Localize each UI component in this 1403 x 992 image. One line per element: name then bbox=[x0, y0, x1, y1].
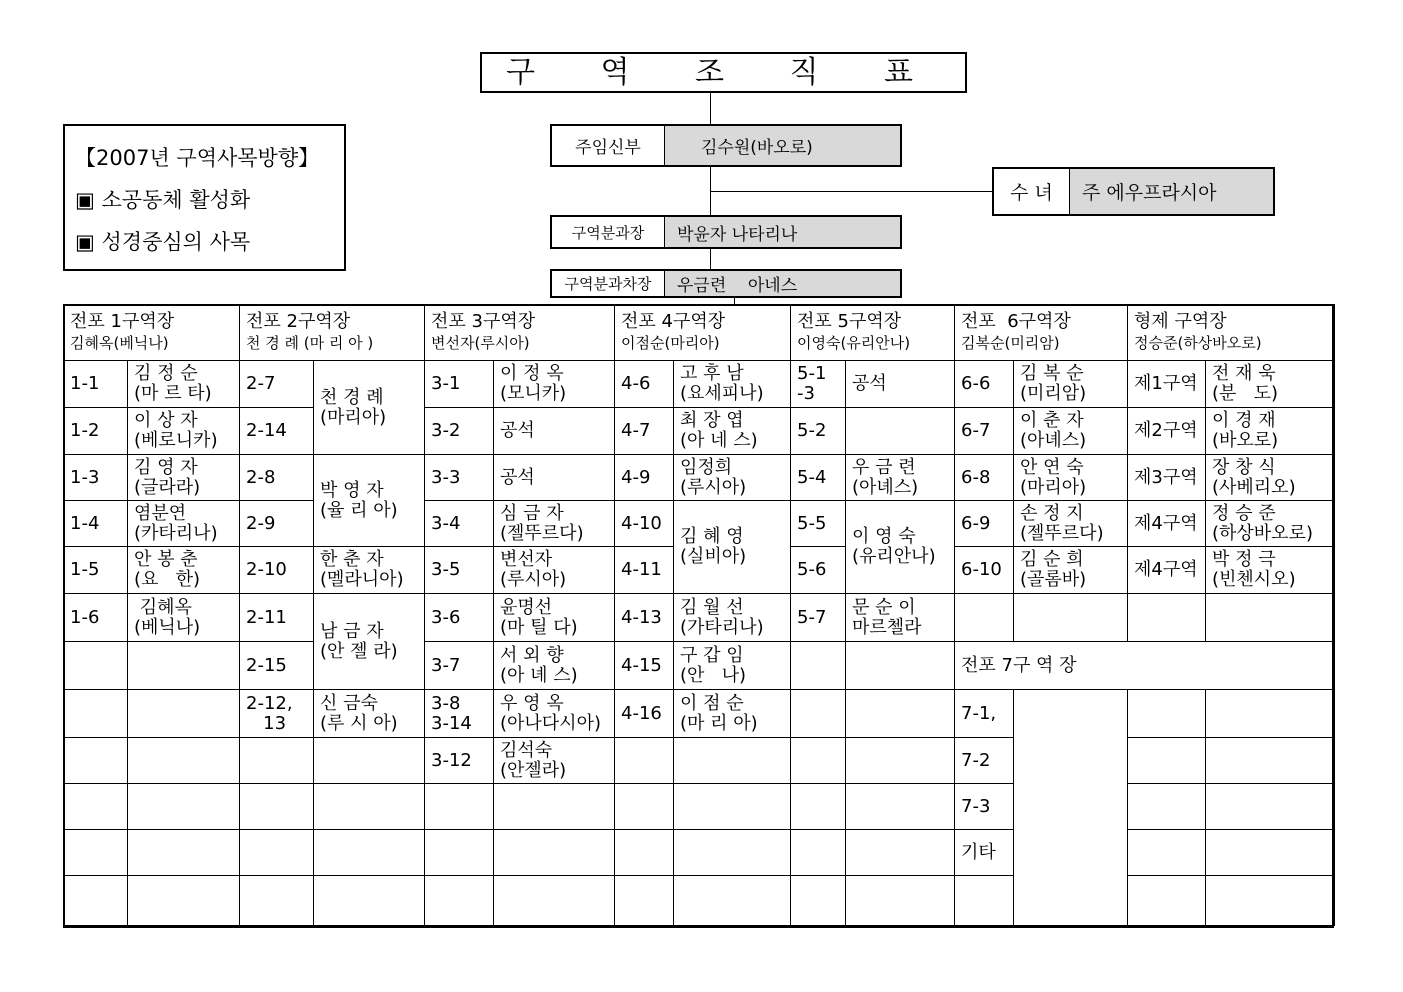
district-header bbox=[615, 305, 791, 361]
district-leader-name: 이영숙(유리안나) bbox=[797, 334, 911, 352]
cell-name: 공석 bbox=[494, 408, 615, 455]
cell-name: 안 봉 춘 (요 한) bbox=[128, 547, 240, 594]
cell-code: 2-10 bbox=[240, 547, 314, 594]
cell-code bbox=[791, 738, 846, 784]
cell-code bbox=[955, 594, 1014, 642]
cell-code: 4-9 bbox=[615, 455, 674, 501]
cell-code: 5-5 bbox=[791, 501, 846, 547]
cell-name: 고 후 남 (요세피나) bbox=[674, 361, 791, 408]
cell-name: 전 재 욱 (분 도) bbox=[1206, 361, 1335, 408]
table-row bbox=[64, 690, 1335, 738]
cell-code bbox=[791, 784, 846, 830]
cell-name bbox=[128, 642, 240, 690]
cell-code: 3-5 bbox=[425, 547, 494, 594]
cell-name: 공석 bbox=[846, 361, 955, 408]
cell-code: 7-3 bbox=[955, 784, 1014, 830]
cell-name: 한 춘 자 (멜라니아) bbox=[314, 547, 425, 594]
priest-box bbox=[550, 124, 902, 167]
cell-code bbox=[791, 642, 846, 690]
cell-name: 구 갑 임 (안 나) bbox=[674, 642, 791, 690]
cell-code: 3-7 bbox=[425, 642, 494, 690]
cell-code: 제3구역 bbox=[1128, 455, 1206, 501]
cell-code: 3-12 bbox=[425, 738, 494, 784]
district-table bbox=[63, 304, 1335, 926]
nun-box bbox=[992, 167, 1275, 216]
priest-label: 주임신부 bbox=[552, 126, 665, 165]
cell-code: 3-2 bbox=[425, 408, 494, 455]
district-vice-name: 우금련 아네스 bbox=[665, 271, 900, 296]
cell-code bbox=[1128, 690, 1206, 738]
cell-code: 6-6 bbox=[955, 361, 1014, 408]
district-header bbox=[425, 305, 615, 361]
connector-line bbox=[710, 191, 992, 192]
district-chief-name: 박윤자 나타리나 bbox=[665, 217, 900, 247]
cell-code bbox=[1128, 830, 1206, 876]
cell-code bbox=[1128, 594, 1206, 642]
district-chief-box bbox=[550, 215, 902, 249]
cell-name: 이 점 순 (마 리 아) bbox=[674, 690, 791, 738]
district-header-title: 전포 3구역장 bbox=[431, 311, 536, 332]
district-leader-name: 정승준(하상바오로) bbox=[1134, 334, 1262, 352]
cell-code: 6-8 bbox=[955, 455, 1014, 501]
cell-name bbox=[314, 876, 425, 926]
cell-code bbox=[64, 690, 128, 738]
cell-code: 1-4 bbox=[64, 501, 128, 547]
district-leader-name: 천 경 례 (마 리 아 ) bbox=[246, 334, 374, 352]
cell-name bbox=[1206, 738, 1335, 784]
district-leader-name: 이점순(마리아) bbox=[621, 334, 720, 352]
cell-code: 4-10 bbox=[615, 501, 674, 547]
cell-code: 5-7 bbox=[791, 594, 846, 642]
cell-name: 손 정 지 (젤뚜르다) bbox=[1014, 501, 1128, 547]
cell-code: 6-10 bbox=[955, 547, 1014, 594]
cell-name bbox=[846, 408, 955, 455]
cell-code: 4-6 bbox=[615, 361, 674, 408]
cell-name: 신 금숙 (루 시 아) bbox=[314, 690, 425, 738]
cell-code: 2-15 bbox=[240, 642, 314, 690]
cell-name bbox=[1014, 690, 1128, 926]
cell-name: 최 장 엽 (아 네 스) bbox=[674, 408, 791, 455]
district-header-title: 전포 4구역장 bbox=[621, 311, 726, 332]
cell-name bbox=[846, 690, 955, 738]
cell-name bbox=[494, 876, 615, 926]
cell-name: 김 정 순 (마 르 타) bbox=[128, 361, 240, 408]
cell-name: 김 영 자 (글라라) bbox=[128, 455, 240, 501]
cell-name: 윤명선 (마 틸 다) bbox=[494, 594, 615, 642]
cell-code: 전포 7구 역 장 bbox=[955, 642, 1335, 690]
table-row bbox=[64, 408, 1335, 455]
table-row bbox=[64, 361, 1335, 408]
cell-code: 4-13 bbox=[615, 594, 674, 642]
table-row bbox=[64, 830, 1335, 876]
table-row bbox=[64, 594, 1335, 642]
cell-name bbox=[1206, 784, 1335, 830]
cell-name bbox=[314, 738, 425, 784]
cell-name: 공석 bbox=[494, 455, 615, 501]
district-vice-box bbox=[550, 269, 902, 298]
cell-code: 1-1 bbox=[64, 361, 128, 408]
cell-name: 염분연 (카타리나) bbox=[128, 501, 240, 547]
district-header-title: 형제 구역장 bbox=[1134, 311, 1227, 332]
policy-heading: 【2007년 구역사목방향】 bbox=[75, 146, 320, 170]
cell-name: 문 순 이 마르첼라 bbox=[846, 594, 955, 642]
district-header-title: 전포 6구역장 bbox=[961, 311, 1071, 332]
cell-code bbox=[240, 876, 314, 926]
cell-code: 2-12, 13 bbox=[240, 690, 314, 738]
policy-item: ▣ 성경중심의 사목 bbox=[75, 230, 251, 254]
cell-code: 5-1 -3 bbox=[791, 361, 846, 408]
table-row bbox=[64, 642, 1335, 690]
cell-code: 6-9 bbox=[955, 501, 1014, 547]
cell-name bbox=[846, 830, 955, 876]
cell-name bbox=[314, 784, 425, 830]
cell-name: 이 춘 자 (아녜스) bbox=[1014, 408, 1128, 455]
cell-code: 2-9 bbox=[240, 501, 314, 547]
table-row bbox=[64, 738, 1335, 784]
district-header bbox=[240, 305, 425, 361]
cell-code: 1-5 bbox=[64, 547, 128, 594]
cell-name: 우 영 옥 (아나다시아) bbox=[494, 690, 615, 738]
cell-name bbox=[128, 830, 240, 876]
cell-code bbox=[1128, 738, 1206, 784]
cell-code: 기타 bbox=[955, 830, 1014, 876]
header-row bbox=[64, 305, 1335, 361]
cell-name: 김혜옥 (베닉나) bbox=[128, 594, 240, 642]
priest-name: 김수원(바오로) bbox=[665, 126, 900, 165]
cell-code: 1-2 bbox=[64, 408, 128, 455]
cell-name bbox=[494, 784, 615, 830]
policy-item: ▣ 소공동체 활성화 bbox=[75, 188, 251, 212]
district-chief-label: 구역분과장 bbox=[552, 217, 665, 247]
cell-code bbox=[615, 876, 674, 926]
cell-name bbox=[674, 784, 791, 830]
cell-name bbox=[128, 738, 240, 784]
cell-name bbox=[494, 830, 615, 876]
cell-code: 3-4 bbox=[425, 501, 494, 547]
cell-name bbox=[674, 830, 791, 876]
cell-name: 박 영 자 (율 리 아) bbox=[314, 455, 425, 547]
cell-name bbox=[846, 784, 955, 830]
district-header-title: 전포 5구역장 bbox=[797, 311, 902, 332]
cell-name bbox=[1206, 594, 1335, 642]
connector-line bbox=[710, 248, 711, 270]
cell-code: 4-7 bbox=[615, 408, 674, 455]
cell-name bbox=[1014, 594, 1128, 642]
cell-code bbox=[615, 784, 674, 830]
district-leader-name: 변선자(루시아) bbox=[431, 334, 530, 352]
cell-name: 김 순 희 (골롬바) bbox=[1014, 547, 1128, 594]
cell-name: 김 복 순 (미리암) bbox=[1014, 361, 1128, 408]
cell-code bbox=[791, 876, 846, 926]
cell-code bbox=[615, 738, 674, 784]
cell-code: 3-1 bbox=[425, 361, 494, 408]
cell-name: 이 상 자 (베로니카) bbox=[128, 408, 240, 455]
cell-code: 4-15 bbox=[615, 642, 674, 690]
district-header bbox=[64, 305, 240, 361]
cell-code: 2-8 bbox=[240, 455, 314, 501]
cell-code: 7-2 bbox=[955, 738, 1014, 784]
pastoral-direction-box bbox=[63, 124, 346, 271]
cell-name: 박 정 극 (빈첸시오) bbox=[1206, 547, 1335, 594]
nun-label: 수 녀 bbox=[994, 169, 1070, 214]
cell-code: 5-2 bbox=[791, 408, 846, 455]
cell-code bbox=[955, 876, 1014, 926]
district-leader-name: 김복순(미리암) bbox=[961, 334, 1060, 352]
cell-name: 심 금 자 (젤뚜르다) bbox=[494, 501, 615, 547]
cell-name: 정 승 준 (하상바오로) bbox=[1206, 501, 1335, 547]
cell-name bbox=[314, 830, 425, 876]
district-header-title: 전포 1구역장 bbox=[70, 311, 175, 332]
cell-code: 5-6 bbox=[791, 547, 846, 594]
cell-code: 제1구역 bbox=[1128, 361, 1206, 408]
district-vice-label: 구역분과차장 bbox=[552, 271, 665, 296]
cell-name: 김 혜 영 (실비아) bbox=[674, 501, 791, 594]
table-row bbox=[64, 876, 1335, 926]
cell-code bbox=[64, 784, 128, 830]
nun-name: 주 에우프라시아 bbox=[1070, 169, 1273, 214]
cell-code: 3-6 bbox=[425, 594, 494, 642]
cell-code bbox=[64, 738, 128, 784]
cell-name: 변선자 (루시아) bbox=[494, 547, 615, 594]
cell-name: 김석숙 (안젤라) bbox=[494, 738, 615, 784]
cell-name bbox=[674, 738, 791, 784]
cell-name: 남 금 자 (안 젤 라) bbox=[314, 594, 425, 690]
district-header bbox=[791, 305, 955, 361]
cell-code: 3-3 bbox=[425, 455, 494, 501]
cell-code: 1-3 bbox=[64, 455, 128, 501]
cell-name bbox=[128, 690, 240, 738]
cell-code: 2-11 bbox=[240, 594, 314, 642]
district-leader-name: 김혜옥(베닉나) bbox=[70, 334, 169, 352]
cell-code: 4-16 bbox=[615, 690, 674, 738]
cell-code: 제4구역 bbox=[1128, 501, 1206, 547]
table-row bbox=[64, 455, 1335, 501]
cell-name: 이 영 숙 (유리안나) bbox=[846, 501, 955, 594]
cell-code bbox=[64, 642, 128, 690]
cell-name: 장 창 식 (사베리오) bbox=[1206, 455, 1335, 501]
cell-name: 안 연 숙 (마리아) bbox=[1014, 455, 1128, 501]
cell-code: 2-14 bbox=[240, 408, 314, 455]
cell-code bbox=[1128, 876, 1206, 926]
cell-code bbox=[425, 876, 494, 926]
cell-name bbox=[674, 876, 791, 926]
cell-code bbox=[425, 784, 494, 830]
table-row bbox=[64, 784, 1335, 830]
cell-name bbox=[1206, 690, 1335, 738]
district-header-title: 전포 2구역장 bbox=[246, 311, 351, 332]
table-row bbox=[64, 501, 1335, 547]
cell-code bbox=[791, 830, 846, 876]
cell-name: 서 외 향 (아 녜 스) bbox=[494, 642, 615, 690]
cell-name: 이 정 옥 (모니카) bbox=[494, 361, 615, 408]
district-header bbox=[1128, 305, 1335, 361]
cell-code: 6-7 bbox=[955, 408, 1014, 455]
cell-name bbox=[846, 642, 955, 690]
cell-name bbox=[1206, 830, 1335, 876]
cell-name: 우 금 련 (아녜스) bbox=[846, 455, 955, 501]
cell-code bbox=[615, 830, 674, 876]
cell-name: 이 경 재 (바오로) bbox=[1206, 408, 1335, 455]
cell-code: 1-6 bbox=[64, 594, 128, 642]
cell-code bbox=[240, 784, 314, 830]
cell-code bbox=[64, 876, 128, 926]
connector-line bbox=[710, 93, 711, 124]
cell-code bbox=[240, 830, 314, 876]
cell-name: 천 경 례 (마리아) bbox=[314, 361, 425, 455]
cell-code: 3-8 3-14 bbox=[425, 690, 494, 738]
cell-name bbox=[846, 876, 955, 926]
cell-name: 임정희 (루시아) bbox=[674, 455, 791, 501]
cell-code bbox=[1128, 784, 1206, 830]
cell-code bbox=[64, 830, 128, 876]
cell-name bbox=[846, 738, 955, 784]
cell-code: 4-11 bbox=[615, 547, 674, 594]
cell-code bbox=[240, 738, 314, 784]
cell-name bbox=[1206, 876, 1335, 926]
cell-code: 5-4 bbox=[791, 455, 846, 501]
cell-name bbox=[128, 876, 240, 926]
cell-name bbox=[128, 784, 240, 830]
cell-name: 김 월 선 (가타리나) bbox=[674, 594, 791, 642]
district-header bbox=[955, 305, 1128, 361]
cell-code: 2-7 bbox=[240, 361, 314, 408]
cell-code: 제4구역 bbox=[1128, 547, 1206, 594]
cell-code bbox=[425, 830, 494, 876]
cell-code bbox=[791, 690, 846, 738]
cell-code: 7-1, bbox=[955, 690, 1014, 738]
page-title: 구 역 조 직 표 bbox=[480, 52, 967, 93]
cell-code: 제2구역 bbox=[1128, 408, 1206, 455]
